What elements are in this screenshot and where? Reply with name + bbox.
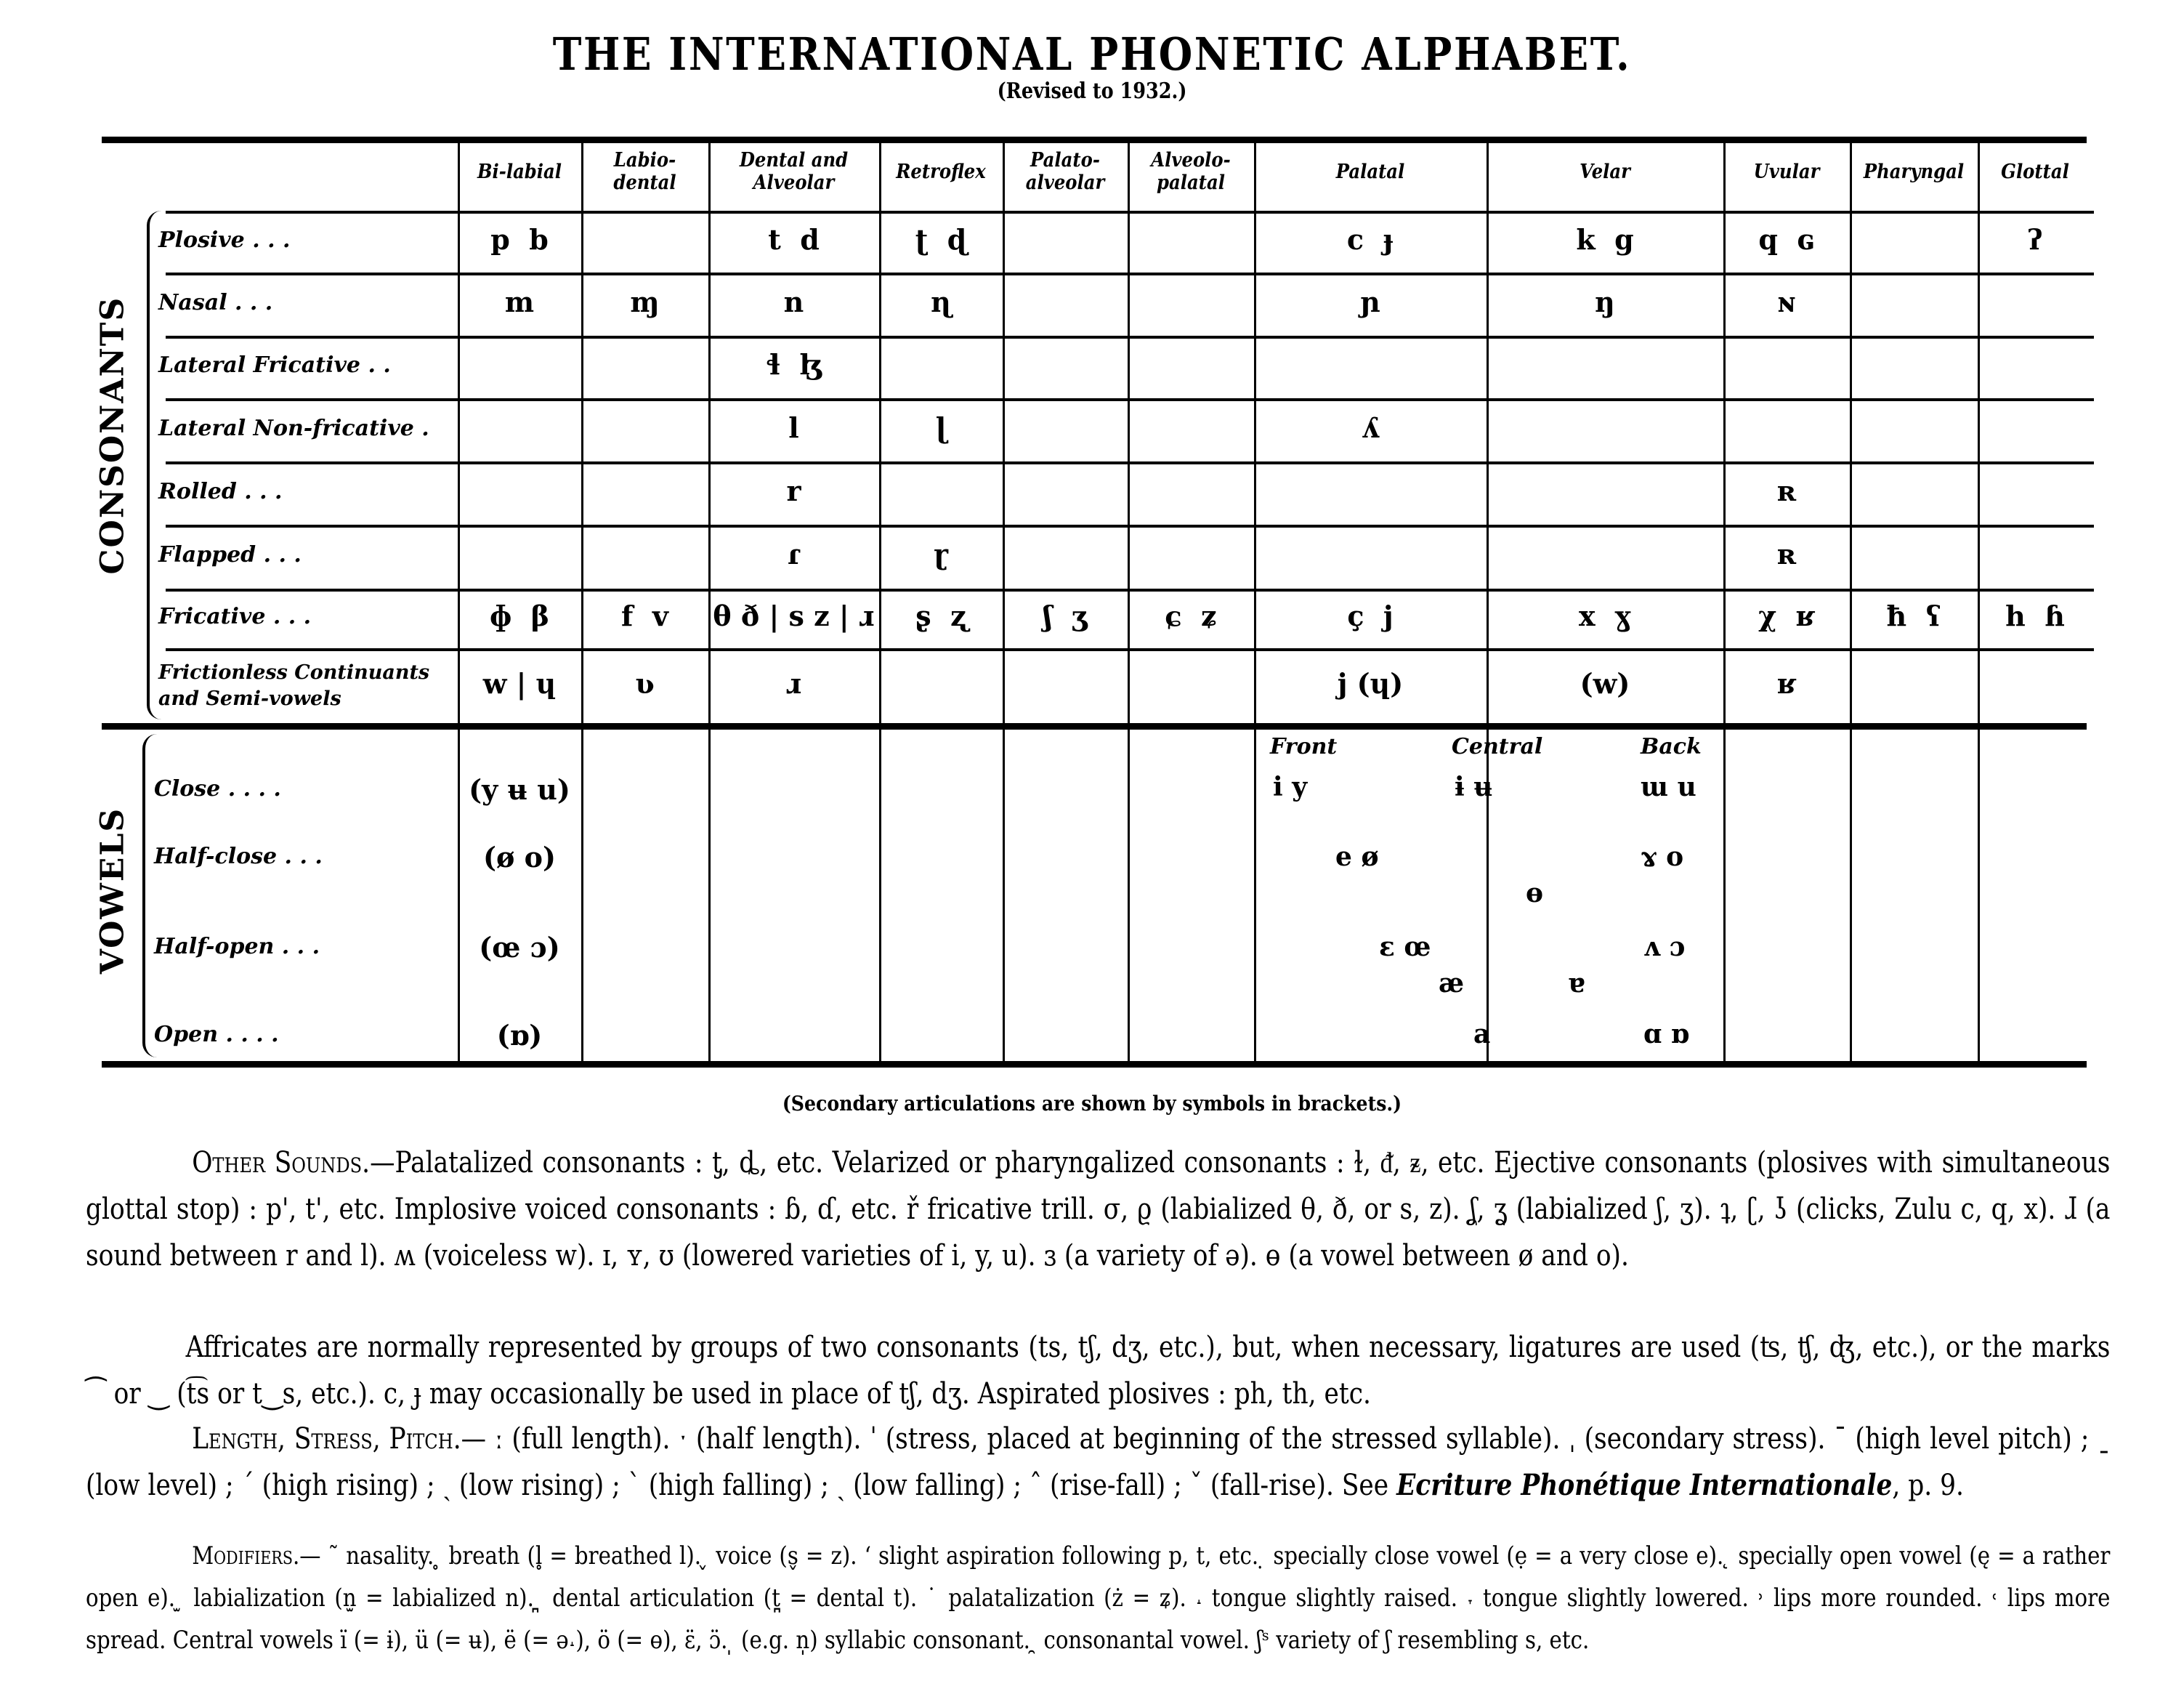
page-title: THE INTERNATIONAL PHONETIC ALPHABET. — [552, 28, 1632, 81]
consonant-vowel-divider — [102, 723, 2087, 730]
column-header-glottal: Glottal — [2001, 160, 2069, 183]
consonant-cell-labiodental: f v — [621, 600, 668, 632]
consonant-cell-dental-alveolar: r — [786, 474, 801, 507]
vowel-cell-bilabial: (œ ɔ) — [479, 931, 560, 964]
row-rule — [166, 525, 2094, 528]
vowel-cell-bilabial: (y ʉ u) — [469, 773, 570, 806]
modifiers-paragraph — [86, 1535, 2110, 1661]
affricates-text: Affricates are normally represented by groups of two consonants (ts, tʃ, dʒ, etc.), but, when necessary, ligatures are used (ʦ, ʧ, ʤ, etc.), or the marks ⁀ or ‿ (t͡s or t‿s, etc.). c, ɟ may occasionally be used in place of tʃ, dʒ. Aspirated plosives : ph, th, etc. — [86, 1331, 2111, 1411]
row-rule — [166, 589, 2094, 592]
consonant-cell-uvular: ʀ — [1776, 538, 1797, 570]
vowel-mid-central: ɵ — [1526, 878, 1544, 908]
page-subtitle: (Revised to 1932.) — [997, 78, 1187, 104]
vowel-open-back: ɑ ɒ — [1643, 1019, 1689, 1049]
consonant-row-label: Lateral Fricative . . — [158, 352, 391, 378]
consonant-cell-dental-alveolar: t d — [768, 222, 820, 256]
consonant-cell-glottal: ʔ — [2027, 222, 2043, 256]
column-header-alveolo-palatal: Alveolo- palatal — [1151, 149, 1231, 194]
consonant-cell-velar: (w) — [1580, 666, 1630, 700]
consonant-cell-bilabial: ɸ β — [490, 600, 549, 632]
vowel-close-back: ɯ u — [1641, 772, 1696, 802]
vowel-near-open-central: ɐ — [1568, 968, 1585, 999]
row-rule — [166, 648, 2094, 651]
consonant-cell-pharyngal: ħ ʕ — [1886, 600, 1941, 632]
vowel-halfopen-front: ɛ œ — [1379, 932, 1431, 962]
column-header-palato-alveolar: Palato- alveolar — [1025, 149, 1105, 194]
length-tail: , p. 9. — [1892, 1469, 1964, 1502]
consonant-cell-dental-alveolar: n — [783, 285, 804, 318]
modifiers-heading: Modifiers. — [192, 1541, 300, 1570]
consonant-cell-retroflex: ɭ — [935, 411, 947, 444]
consonant-cell-glottal: h ɦ — [2005, 600, 2065, 632]
consonant-cell-velar: x ɣ — [1579, 600, 1631, 632]
consonant-cell-bilabial: m — [504, 285, 535, 318]
other-sounds-heading: Other Sounds. — [192, 1146, 371, 1179]
consonant-cell-bilabial: p b — [490, 222, 549, 256]
consonant-cell-uvular: ɴ — [1776, 285, 1797, 318]
vowel-halfclose-back: ɤ o — [1641, 842, 1684, 872]
column-header-dental-alveolar: Dental and Alveolar — [739, 149, 849, 194]
column-header-labiodental: Labio- dental — [613, 149, 676, 194]
consonant-cell-uvular: χ ʁ — [1758, 600, 1815, 632]
consonant-cell-dental-alveolar: ɹ — [785, 666, 802, 700]
column-header-pharyngal: Pharyngal — [1863, 160, 1965, 183]
consonant-row-label: Fricative . . . — [158, 604, 312, 629]
consonant-cell-bilabial: w | ɥ — [482, 666, 557, 700]
vowel-header-front: Front — [1270, 734, 1338, 759]
vowel-halfclose-front: e ø — [1335, 842, 1379, 872]
vowel-near-open-front: æ — [1439, 968, 1465, 999]
other-sounds-paragraph — [86, 1140, 2110, 1279]
consonant-row-label: Nasal . . . — [158, 289, 273, 315]
consonant-row-label: Rolled . . . — [158, 478, 283, 504]
consonant-cell-labiodental: ɱ — [630, 285, 660, 318]
column-header-palatal: Palatal — [1335, 160, 1405, 183]
vowel-header-central: Central — [1452, 734, 1543, 759]
vowel-header-back: Back — [1641, 734, 1702, 759]
length-stress-pitch-paragraph — [86, 1416, 2110, 1509]
consonant-row-label: Frictionless Continuants and Semi-vowels — [158, 661, 430, 710]
row-rule — [166, 211, 2094, 214]
modifiers-text: — ˜ nasality. ̥ breath (l̥ = breathed l). ̬ voice (s̬ = z). ʻ slight aspiration following p, t, etc. ̣ specially close vowel (ẹ = a very close e). ̨ specially open vowel (ę = a rather open e). ̫ labialization (n̫ = labialized n). ̪ dental articulation (t̪ = dental t). ˙ palatalization (ż = ʑ). ˔ tongue slightly raised. ˕ tongue slightly lowered. ˒ lips more rounded. ˓ lips more spread. Central vowels ï (= ɨ), ü (= ʉ), ë (= ə˔), ö (= ɵ), ɛ̈, ɔ̈. ̩ (e.g. n̩) syllabic consonant. ̯ consonantal vowel. ʃˢ variety of ʃ resembling s, etc. — [86, 1541, 2111, 1655]
consonant-cell-retroflex: ɳ — [931, 285, 951, 318]
consonant-cell-labiodental: ʋ — [635, 666, 655, 700]
consonants-brace — [147, 211, 164, 719]
consonant-cell-palato-alveolar: ʃ ʒ — [1043, 600, 1088, 632]
consonant-cell-velar: ŋ — [1595, 285, 1615, 318]
length-text: — ː (full length). ˑ (half length). ˈ (stress, placed at beginning of the stressed syllable). ˌ (secondary stress). ¯ (high level pitch) ; ˍ (low level) ; ˊ (high rising) ; ˏ (low rising) ; ˋ (high falling) ; ˎ (low falling) ; ˆ (rise-fall) ; ˇ (fall-rise). See — [86, 1422, 2111, 1502]
vowel-close-front: i y — [1273, 772, 1308, 802]
row-rule — [166, 336, 2094, 339]
vowels-section-label: VOWELS — [94, 807, 132, 975]
row-rule — [166, 461, 2094, 464]
row-rule — [166, 273, 2094, 275]
consonant-cell-palatal: ç j — [1347, 600, 1394, 632]
consonant-cell-palatal: ɲ — [1360, 285, 1380, 318]
consonant-cell-dental-alveolar: ɬ ɮ — [766, 348, 822, 381]
column-header-uvular: Uvular — [1753, 160, 1820, 183]
consonant-cell-palatal: ʎ — [1361, 411, 1380, 444]
vowel-open-central: a — [1473, 1019, 1491, 1049]
consonant-row-label: Plosive . . . — [158, 227, 291, 253]
secondary-articulation-note: (Secondary articulations are shown by symbols in brackets.) — [782, 1092, 1402, 1116]
consonant-cell-dental-alveolar: ɾ — [787, 538, 801, 570]
column-header-velar: Velar — [1580, 160, 1630, 183]
vowel-close-central: ɨ ʉ — [1455, 772, 1493, 802]
consonant-cell-palatal: j (ɥ) — [1337, 666, 1404, 700]
consonant-cell-uvular: ʀ — [1776, 474, 1797, 507]
row-rule — [166, 398, 2094, 401]
vowel-cell-bilabial: (ø o) — [483, 841, 556, 874]
consonant-cell-retroflex: ɽ — [933, 538, 949, 570]
vowel-row-label: Half-close . . . — [154, 844, 323, 869]
consonant-cell-alveolo-palatal: ɕ ʑ — [1165, 600, 1217, 632]
vowel-cell-bilabial: (ɒ) — [496, 1019, 543, 1052]
book-reference: Ecriture Phonétique Internationale — [1396, 1468, 1893, 1502]
column-header-bilabial: Bi-labial — [477, 160, 562, 183]
column-header-retroflex: Retroflex — [896, 160, 986, 183]
consonant-cell-palatal: c ɟ — [1346, 222, 1394, 256]
vowel-halfopen-back: ʌ ɔ — [1643, 932, 1686, 962]
consonant-row-label: Lateral Non-fricative . — [158, 415, 429, 441]
consonant-cell-retroflex: ʂ ʐ — [915, 600, 966, 632]
affricates-paragraph — [86, 1324, 2110, 1417]
consonant-cell-dental-alveolar: l — [788, 411, 799, 444]
consonant-cell-uvular: ʁ — [1776, 666, 1797, 700]
consonant-cell-dental-alveolar: θ ð | s z | ɹ — [713, 600, 875, 632]
vowel-row-label: Close . . . . — [154, 776, 281, 802]
consonants-section-label: CONSONANTS — [94, 296, 132, 575]
length-heading: Length, Stress, Pitch. — [192, 1422, 461, 1456]
table-bottom-rule — [102, 1061, 2087, 1068]
consonant-cell-velar: k g — [1576, 222, 1634, 256]
consonant-cell-uvular: q ɢ — [1758, 222, 1815, 256]
consonant-row-label: Flapped . . . — [158, 542, 302, 568]
other-sounds-text: —Palatalized consonants : ƫ, ȡ, etc. Velarized or pharyngalized consonants : ɫ, ᵭ, ᵶ, etc. Ejective consonants (plosives with simultaneous glottal stop) : p', t', etc. Implosive voiced consonants : ɓ, ɗ, etc. ř fricative trill. σ, ϱ (labialized θ, ð, or s, z). ʆ, ʓ (labialized ʃ, ʒ). ʇ, ʗ, ʖ (clicks, Zulu c, q, x). ɺ (a sound between r and l). ʍ (voiceless w). ɪ, ʏ, ʊ (lowered varieties of i, y, u). ɜ (a variety of ə). ɵ (a vowel between ø and o). — [86, 1146, 2111, 1273]
consonant-cell-retroflex: ʈ ɖ — [915, 222, 967, 256]
vowel-row-label: Open . . . . — [154, 1022, 279, 1047]
vowel-row-label: Half-open . . . — [154, 934, 320, 959]
